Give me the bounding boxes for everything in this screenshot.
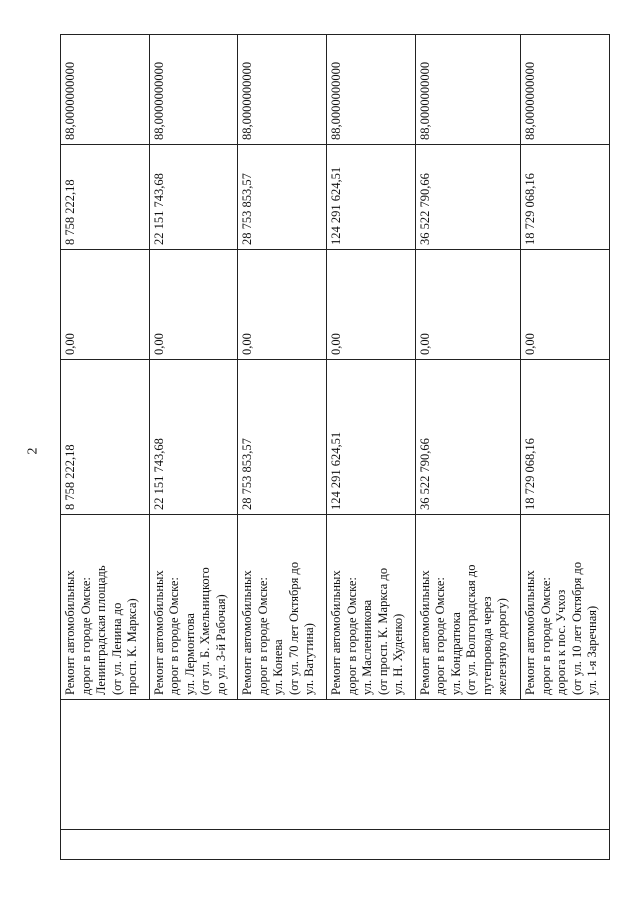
amount2-cell: 36 522 790,66 [415, 145, 520, 250]
object-description: Ремонт автомобильных дорог в городе Омске: ул. Лермонтова (от ул. Б. Хмельницкого до ул. 3-й Рабочая) [149, 515, 238, 700]
empty-cell-b [61, 700, 610, 830]
amount-cell: 28 753 853,57 [238, 360, 327, 515]
zero-cell: 0,00 [61, 250, 150, 360]
rotated-table-wrapper [60, 35, 610, 860]
object-description: Ремонт автомобильных дорог в городе Омске: Ленинградская площадь (от ул. Ленина до просп. К. Маркса) [61, 515, 150, 700]
percent-cell: 88,0000000000 [149, 35, 238, 145]
amount2-cell: 28 753 853,57 [238, 145, 327, 250]
amount2-cell: 22 151 743,68 [149, 145, 238, 250]
amount-cell: 18 729 068,16 [521, 360, 610, 515]
object-description: Ремонт автомобильных дорог в городе Омске: дорога к пос. Учхоз (от ул. 10 лет Октября до ул. 1-я Заречная) [521, 515, 610, 700]
rotated-table-area [60, 35, 610, 860]
amount2-cell: 124 291 624,51 [327, 145, 416, 250]
amount-cell: 8 758 222,18 [61, 360, 150, 515]
zero-cell: 0,00 [521, 250, 610, 360]
object-description: Ремонт автомобильных дорог в городе Омске: ул. Масленникова (от просп. К. Маркса до ул. Н. Худенко) [327, 515, 416, 700]
amount2-cell: 8 758 222,18 [61, 145, 150, 250]
financing-table [60, 34, 610, 860]
zero-cell: 0,00 [238, 250, 327, 360]
zero-cell: 0,00 [327, 250, 416, 360]
percent-cell: 88,0000000000 [327, 35, 416, 145]
percent-cell: 88,0000000000 [61, 35, 150, 145]
percent-cell: 88,0000000000 [521, 35, 610, 145]
zero-cell: 0,00 [415, 250, 520, 360]
table-row [61, 35, 150, 860]
object-description: Ремонт автомобильных дорог в городе Омске: ул. Конева (от ул. 70 лет Октября до ул. Ватутина) [238, 515, 327, 700]
page-number: 2 [25, 447, 41, 455]
amount-cell: 124 291 624,51 [327, 360, 416, 515]
amount-cell: 22 151 743,68 [149, 360, 238, 515]
empty-cell-a [61, 830, 610, 860]
percent-cell: 88,0000000000 [415, 35, 520, 145]
amount2-cell: 18 729 068,16 [521, 145, 610, 250]
amount-cell: 36 522 790,66 [415, 360, 520, 515]
object-description: Ремонт автомобильных дорог в городе Омске: ул. Кондратюка (от ул. Волгоградская до путепровода через железную дорогу) [415, 515, 520, 700]
percent-cell: 88,0000000000 [238, 35, 327, 145]
zero-cell: 0,00 [149, 250, 238, 360]
